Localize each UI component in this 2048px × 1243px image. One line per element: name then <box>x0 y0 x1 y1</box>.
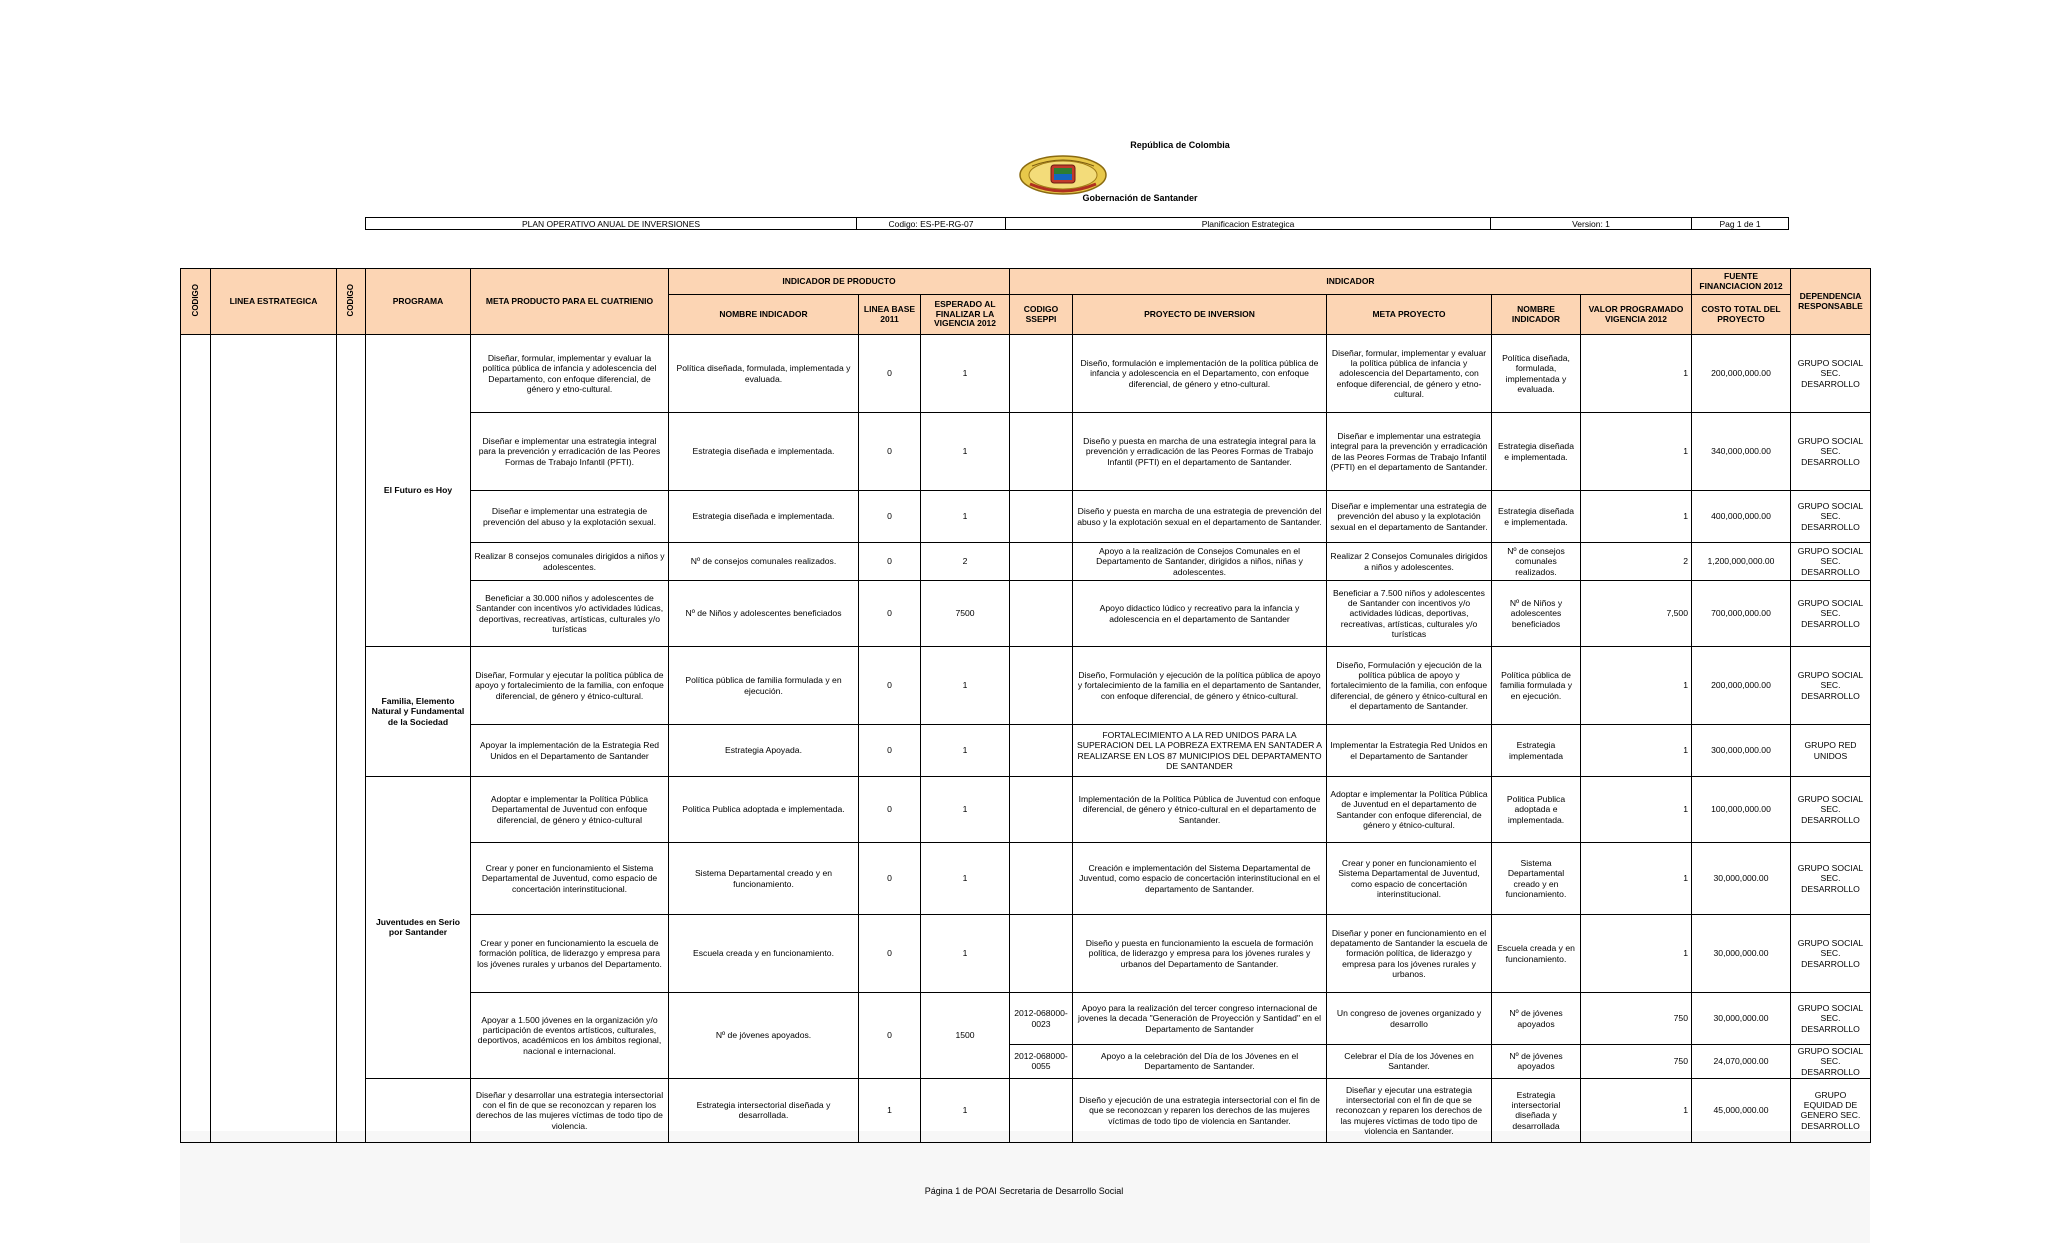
programa-cell: El Futuro es Hoy <box>366 335 471 647</box>
meta-proyecto-cell: Implementar la Estrategia Red Unidos en el Departamento de Santander <box>1327 725 1492 777</box>
proyecto-cell: Apoyo didactico lúdico y recreativo para la infancia y adolescencia en el departamento de Santander <box>1073 581 1327 647</box>
dependencia-cell: GRUPO SOCIAL SEC. DESARROLLO <box>1791 491 1871 543</box>
base-cell: 0 <box>859 491 921 543</box>
valor-cell: 1 <box>1581 1078 1692 1142</box>
col-group-indicador: INDICADOR <box>1010 269 1692 295</box>
dependencia-cell: GRUPO SOCIAL SEC. DESARROLLO <box>1791 581 1871 647</box>
base-cell: 0 <box>859 413 921 491</box>
dependencia-cell: GRUPO SOCIAL SEC. DESARROLLO <box>1791 915 1871 993</box>
nombre-indicador-cell: Nº de consejos comunales realizados. <box>1492 543 1581 581</box>
costo-cell: 24,070,000.00 <box>1692 1045 1791 1079</box>
sseppi-cell <box>1010 777 1073 843</box>
area-name: Planificacion Estrategica <box>1006 218 1491 230</box>
proyecto-cell: Diseño y ejecución de una estrategia intersectorial con el fin de que se reconozcan y reparen los derechos de las mujeres víctimas de todo tipo de violencia en Santander. <box>1073 1078 1327 1142</box>
valor-cell: 1 <box>1581 413 1692 491</box>
esperado-cell: 1 <box>921 843 1010 915</box>
valor-cell: 1 <box>1581 335 1692 413</box>
dependencia-cell: GRUPO SOCIAL SEC. DESARROLLO <box>1791 843 1871 915</box>
col-nombre-indicador-2: NOMBRE INDICADOR <box>1492 295 1581 335</box>
sseppi-cell <box>1010 413 1073 491</box>
base-cell: 0 <box>859 335 921 413</box>
meta-proyecto-cell: Adoptar e implementar la Política Pública de Juventud en el departamento de Santander con enfoque diferencial, de género y étnico-cultural. <box>1327 777 1492 843</box>
nombre-indicador-cell: Nº de jóvenes apoyados <box>1492 993 1581 1045</box>
indicador-cell: Nº de consejos comunales realizados. <box>669 543 859 581</box>
republica-title: República de Colombia <box>1130 140 1230 150</box>
proyecto-cell: FORTALECIMIENTO A LA RED UNIDOS PARA LA SUPERACION DEL LA POBREZA EXTREMA EN SANTADER A REALIZARSE EN LOS 87 MUNICIPIOS DEL DEPARTAMENTO DE SANTANDER <box>1073 725 1327 777</box>
sseppi-cell <box>1010 1078 1073 1142</box>
meta-cell: Diseñar, formular, implementar y evaluar la política pública de infancia y adolescencia del Departamento, con enfoque diferencial, de género y etno-cultural. <box>471 335 669 413</box>
meta-proyecto-cell: Diseñar e implementar una estrategia de prevención del abuso y la explotación sexual en el departamento de Santander. <box>1327 491 1492 543</box>
nombre-indicador-cell: Politica Publica adoptada e implementada. <box>1492 777 1581 843</box>
base-cell: 1 <box>859 1078 921 1142</box>
costo-cell: 30,000,000.00 <box>1692 993 1791 1045</box>
col-costo-total: COSTO TOTAL DEL PROYECTO <box>1692 295 1791 335</box>
meta-cell: Adoptar e implementar la Política Pública Departamental de Juventud con enfoque diferencial, de género y étnico-cultural <box>471 777 669 843</box>
meta-proyecto-cell: Diseño, Formulación y ejecución de la política pública de apoyo y fortalecimiento de la familia, con enfoque diferencial, de género y étnico-cultural en el departamento de Santander. <box>1327 647 1492 725</box>
indicador-cell: Política diseñada, formulada, implementada y evaluada. <box>669 335 859 413</box>
sseppi-cell <box>1010 725 1073 777</box>
esperado-cell: 1 <box>921 335 1010 413</box>
sseppi-cell: 2012-068000-0055 <box>1010 1045 1073 1079</box>
valor-cell: 1 <box>1581 843 1692 915</box>
base-cell: 0 <box>859 843 921 915</box>
proyecto-cell: Diseño y puesta en funcionamiento la escuela de formación política, de liderazgo y empresa para los jóvenes rurales y urbanos del Departamento de Santander. <box>1073 915 1327 993</box>
meta-proyecto-cell: Realizar 2 Consejos Comunales dirigidos a niños y adolescentes. <box>1327 543 1492 581</box>
dependencia-cell: GRUPO SOCIAL SEC. DESARROLLO <box>1791 993 1871 1045</box>
esperado-cell: 2 <box>921 543 1010 581</box>
costo-cell: 100,000,000.00 <box>1692 777 1791 843</box>
table-row <box>181 335 1871 413</box>
nombre-indicador-cell: Política pública de familia formulada y en ejecución. <box>1492 647 1581 725</box>
base-cell: 0 <box>859 915 921 993</box>
col-nombre-indicador: NOMBRE INDICADOR <box>669 295 859 335</box>
costo-cell: 1,200,000,000.00 <box>1692 543 1791 581</box>
valor-cell: 750 <box>1581 1045 1692 1079</box>
costo-cell: 400,000,000.00 <box>1692 491 1791 543</box>
col-linea-estrategica: LINEA ESTRATEGICA <box>211 269 337 335</box>
costo-cell: 200,000,000.00 <box>1692 335 1791 413</box>
nombre-indicador-cell: Política diseñada, formulada, implementada y evaluada. <box>1492 335 1581 413</box>
base-cell: 0 <box>859 647 921 725</box>
dependencia-cell: GRUPO SOCIAL SEC. DESARROLLO <box>1791 543 1871 581</box>
valor-cell: 1 <box>1581 491 1692 543</box>
plan-name: PLAN OPERATIVO ANUAL DE INVERSIONES <box>366 218 857 230</box>
col-esperado: ESPERADO AL FINALIZAR LA VIGENCIA 2012 <box>921 295 1010 335</box>
dependencia-cell: GRUPO SOCIAL SEC. DESARROLLO <box>1791 413 1871 491</box>
col-fuente: FUENTE FINANCIACION 2012 <box>1692 269 1791 295</box>
esperado-cell: 1 <box>921 777 1010 843</box>
meta-proyecto-cell: Diseñar, formular, implementar y evaluar la política pública de infancia y adolescencia del Departamento, con enfoque diferencial, de género y etno-cultural. <box>1327 335 1492 413</box>
sseppi-cell: 2012-068000-0023 <box>1010 993 1073 1045</box>
nombre-indicador-cell: Nº de jóvenes apoyados <box>1492 1045 1581 1079</box>
esperado-cell: 1 <box>921 1078 1010 1142</box>
coat-of-arms-logo <box>1018 154 1108 196</box>
meta-cell: Beneficiar a 30.000 niños y adolescentes de Santander con incentivos y/o actividades lúdicas, deportivas, recreativas, artísticas, culturales y/o turísticas <box>471 581 669 647</box>
meta-cell: Diseñar e implementar una estrategia de prevención del abuso y la explotación sexual. <box>471 491 669 543</box>
codigo-cell <box>181 335 211 1143</box>
proyecto-cell: Diseño y puesta en marcha de una estrategia integral para la prevención y erradicación de las Peores Formas de Trabajo Infantil (PFTI) en el departamento de Santander. <box>1073 413 1327 491</box>
nombre-indicador-cell: Estrategia intersectorial diseñada y desarrollada <box>1492 1078 1581 1142</box>
poai-table <box>180 268 1871 1143</box>
costo-cell: 45,000,000.00 <box>1692 1078 1791 1142</box>
meta-cell: Diseñar e implementar una estrategia integral para la prevención y erradicación de las Peores Formas de Trabajo Infantil (PFTI). <box>471 413 669 491</box>
nombre-indicador-cell: Estrategia diseñada e implementada. <box>1492 413 1581 491</box>
meta-cell: Apoyar la implementación de la Estrategia Red Unidos en el Departamento de Santander <box>471 725 669 777</box>
nombre-indicador-cell: Escuela creada y en funcionamiento. <box>1492 915 1581 993</box>
proyecto-cell: Implementación de la Política Pública de Juventud con enfoque diferencial, de género y étnico-cultural en el departamento de Santander. <box>1073 777 1327 843</box>
base-cell: 0 <box>859 725 921 777</box>
proyecto-cell: Diseño, Formulación y ejecución de la política pública de apoyo y fortalecimiento de la familia en el departamento de Santander, con enfoque diferencial, de género y étnico-cultural. <box>1073 647 1327 725</box>
meta-cell: Crear y poner en funcionamiento el Sistema Departamental de Juventud, como espacio de concertación interinstitucional. <box>471 843 669 915</box>
page-footer: Página 1 de POAI Secretaria de Desarrollo Social <box>924 1186 1124 1196</box>
sseppi-cell <box>1010 843 1073 915</box>
valor-cell: 750 <box>1581 993 1692 1045</box>
col-dependencia: DEPENDENCIA RESPONSABLE <box>1791 269 1871 335</box>
base-cell: 0 <box>859 581 921 647</box>
esperado-cell: 1 <box>921 915 1010 993</box>
esperado-cell: 1 <box>921 413 1010 491</box>
indicador-cell: Estrategia Apoyada. <box>669 725 859 777</box>
document-code: Codigo: ES-PE-RG-07 <box>857 218 1006 230</box>
meta-proyecto-cell: Diseñar y ejecutar una estrategia intersectorial con el fin de que se reconozcan y reparen los derechos de las mujeres víctimas de todo tipo de violencia en Santander. <box>1327 1078 1492 1142</box>
nombre-indicador-cell: Sistema Departamental creado y en funcionamiento. <box>1492 843 1581 915</box>
table-row <box>181 647 1871 725</box>
meta-proyecto-cell: Crear y poner en funcionamiento el Sistema Departamental de Juventud, como espacio de concertación interinstitucional. <box>1327 843 1492 915</box>
meta-proyecto-cell: Beneficiar a 7.500 niños y adolescentes de Santander con incentivos y/o actividades lúdicas, deportivas, recreativas, artísticas, culturales y/o turísticas <box>1327 581 1492 647</box>
valor-cell: 1 <box>1581 915 1692 993</box>
indicador-cell: Nº de Niños y adolescentes beneficiados <box>669 581 859 647</box>
meta-cell: Crear y poner en funcionamiento la escuela de formación política, de liderazgo y empresa para los jóvenes rurales y urbanos del Departamento. <box>471 915 669 993</box>
proyecto-cell: Apoyo a la celebración del Día de los Jóvenes en el Departamento de Santander. <box>1073 1045 1327 1079</box>
codigo-cell-2 <box>337 335 366 1143</box>
esperado-cell: 7500 <box>921 581 1010 647</box>
linea-estrategica-cell <box>211 335 337 1143</box>
version-label: Version: 1 <box>1491 218 1692 230</box>
col-meta-producto: META PRODUCTO PARA EL CUATRIENIO <box>471 269 669 335</box>
valor-cell: 1 <box>1581 725 1692 777</box>
meta-cell: Diseñar y desarrollar una estrategia intersectorial con el fin de que se reconozcan y reparen los derechos de las mujeres víctimas de todo tipo de violencia. <box>471 1078 669 1142</box>
programa-cell <box>366 1078 471 1142</box>
meta-cell: Apoyar a 1.500 jóvenes en la organización y/o participación de eventos artísticos, culturales, deportivos, académicos en los ámbitos regional, nacional e internacional. <box>471 993 669 1079</box>
sseppi-cell <box>1010 335 1073 413</box>
base-cell: 0 <box>859 777 921 843</box>
col-codigo: CODIGO <box>181 269 211 335</box>
costo-cell: 30,000,000.00 <box>1692 915 1791 993</box>
indicador-cell: Estrategia intersectorial diseñada y desarrollada. <box>669 1078 859 1142</box>
sseppi-cell <box>1010 581 1073 647</box>
nombre-indicador-cell: Estrategia diseñada e implementada. <box>1492 491 1581 543</box>
proyecto-cell: Apoyo para la realización del tercer congreso internacional de jovenes la decada "Generación de Proyección y Santidad" en el Departamento de Santander <box>1073 993 1327 1045</box>
sseppi-cell <box>1010 647 1073 725</box>
costo-cell: 700,000,000.00 <box>1692 581 1791 647</box>
meta-cell: Diseñar, Formular y ejecutar la política pública de apoyo y fortalecimiento de la familia, con enfoque diferencial, de género y étnico-cultural. <box>471 647 669 725</box>
dependencia-cell: GRUPO SOCIAL SEC. DESARROLLO <box>1791 335 1871 413</box>
indicador-cell: Sistema Departamental creado y en funcionamiento. <box>669 843 859 915</box>
base-cell: 0 <box>859 993 921 1079</box>
valor-cell: 1 <box>1581 777 1692 843</box>
dependencia-cell: GRUPO RED UNIDOS <box>1791 725 1871 777</box>
meta-proyecto-cell: Diseñar e implementar una estrategia integral para la prevención y erradicación de las Peores Formas de Trabajo Infantil (PFTI) en el departamento de Santander. <box>1327 413 1492 491</box>
col-meta-proyecto: META PROYECTO <box>1327 295 1492 335</box>
dependencia-cell: GRUPO SOCIAL SEC. DESARROLLO <box>1791 647 1871 725</box>
esperado-cell: 1500 <box>921 993 1010 1079</box>
programa-cell: Familia, Elemento Natural y Fundamental de la Sociedad <box>366 647 471 777</box>
document-header-table <box>365 217 1789 230</box>
base-cell: 0 <box>859 543 921 581</box>
valor-cell: 1 <box>1581 647 1692 725</box>
proyecto-cell: Diseño y puesta en marcha de una estrategia de prevención del abuso y la explotación sexual en el departamento de Santander. <box>1073 491 1327 543</box>
meta-proyecto-cell: Diseñar y poner en funcionamiento en el depatamento de Santander la escuela de formación política, de liderazgo y empresa para los jóvenes rurales y urbanos. <box>1327 915 1492 993</box>
esperado-cell: 1 <box>921 725 1010 777</box>
sseppi-cell <box>1010 491 1073 543</box>
dependencia-cell: GRUPO SOCIAL SEC. DESARROLLO <box>1791 1045 1871 1079</box>
indicador-cell: Nº de jóvenes apoyados. <box>669 993 859 1079</box>
costo-cell: 30,000,000.00 <box>1692 843 1791 915</box>
col-proyecto-inversion: PROYECTO DE INVERSION <box>1073 295 1327 335</box>
indicador-cell: Estrategia diseñada e implementada. <box>669 491 859 543</box>
costo-cell: 200,000,000.00 <box>1692 647 1791 725</box>
sseppi-cell <box>1010 543 1073 581</box>
programa-cell: Juventudes en Serio por Santander <box>366 777 471 1079</box>
indicador-cell: Política pública de familia formulada y en ejecución. <box>669 647 859 725</box>
esperado-cell: 1 <box>921 491 1010 543</box>
col-linea-base: LINEA BASE 2011 <box>859 295 921 335</box>
page-count: Pag 1 de 1 <box>1692 218 1789 230</box>
proyecto-cell: Creación e implementación del Sistema Departamental de Juventud, como espacio de concertación interinstitucional en el departamento de Santander. <box>1073 843 1327 915</box>
dependencia-cell: GRUPO EQUIDAD DE GENERO SEC. DESARROLLO <box>1791 1078 1871 1142</box>
sseppi-cell <box>1010 915 1073 993</box>
col-codigo-sseppi: CODIGO SSEPPI <box>1010 295 1073 335</box>
table-row <box>181 1078 1871 1142</box>
col-codigo-2: CODIGO <box>337 269 366 335</box>
dependencia-cell: GRUPO SOCIAL SEC. DESARROLLO <box>1791 777 1871 843</box>
nombre-indicador-cell: Estrategia implementada <box>1492 725 1581 777</box>
valor-cell: 7,500 <box>1581 581 1692 647</box>
proyecto-cell: Apoyo a la realización de Consejos Comunales en el Departamento de Santander, dirigidos a niños, niñas y adolescentes. <box>1073 543 1327 581</box>
meta-proyecto-cell: Un congreso de jovenes organizado y desarrollo <box>1327 993 1492 1045</box>
indicador-cell: Escuela creada y en funcionamiento. <box>669 915 859 993</box>
meta-proyecto-cell: Celebrar el Día de los Jóvenes en Santander. <box>1327 1045 1492 1079</box>
costo-cell: 300,000,000.00 <box>1692 725 1791 777</box>
indicador-cell: Estrategia diseñada e implementada. <box>669 413 859 491</box>
gobernacion-title: Gobernación de Santander <box>1082 193 1198 203</box>
col-valor-programado: VALOR PROGRAMADO VIGENCIA 2012 <box>1581 295 1692 335</box>
table-row <box>181 777 1871 843</box>
col-programa: PROGRAMA <box>366 269 471 335</box>
indicador-cell: Politica Publica adoptada e implementada. <box>669 777 859 843</box>
valor-cell: 2 <box>1581 543 1692 581</box>
nombre-indicador-cell: Nº de Niños y adolescentes beneficiados <box>1492 581 1581 647</box>
col-group-indicador-producto: INDICADOR DE PRODUCTO <box>669 269 1010 295</box>
esperado-cell: 1 <box>921 647 1010 725</box>
costo-cell: 340,000,000.00 <box>1692 413 1791 491</box>
proyecto-cell: Diseño, formulación e implementación de la política pública de infancia y adolescencia en el Departamento, con enfoque diferencial, de género y etno-cultural. <box>1073 335 1327 413</box>
meta-cell: Realizar 8 consejos comunales dirigidos a niños y adolescentes. <box>471 543 669 581</box>
